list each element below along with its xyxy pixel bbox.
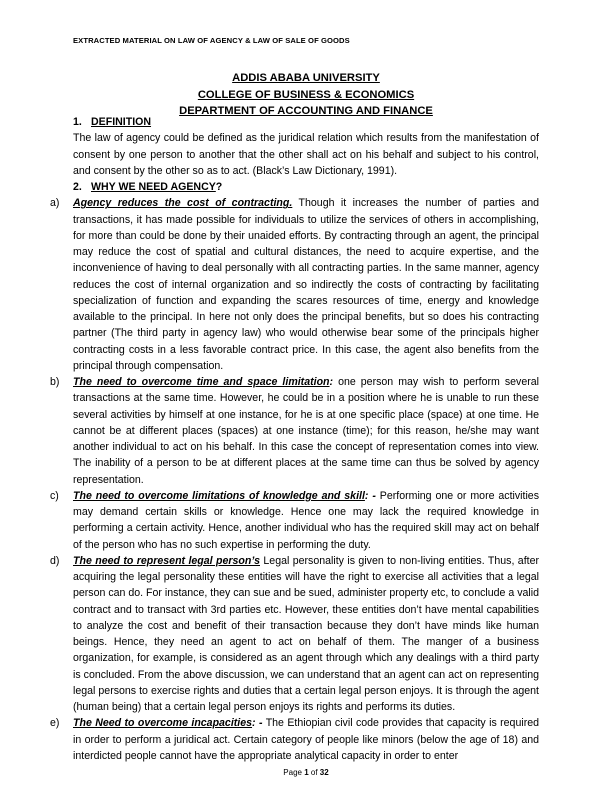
item-text: one person may wish to perform several transactions at the same time. However, he could be in a position where he is unable to run these several activities by himself at one instance, for he is at one specific place (space) at one time. He cannot be at different places (spaces) at one instance (time); for this reason, he/she may want another individual to act on his behalf. In this case the concept of representation comes into view. The inability of a person to be at different places at the same time can thus be solved by agency representation. [73,376,539,486]
item-text: Legal personality is given to non-living entities. Thus, after acquiring the legal personality these entities will have the right to exercise all activities that a legal person can do. For instance, they can sue and be sued, administer property etc, to conclude a valid contract and to transact with 3rd parties etc. However, these entities don’t have mental capabilities to analyze the cost and benefit of their transaction because they don’t have minds like human beings. Hence, they need an agent to act on behalf of them. The manger of a business organization, for example, is considered as an agent through which any dealings with a third party is concluded. From the above discussion, we can understand that an agent can act on representing legal persons to exercise rights and duties that a certain legal person enjoys. It is through the agent (human being) that a certain legal person enjoys its rights and performs its duties. [73,554,539,713]
of-label: of [310,768,318,777]
section-heading-definition [73,114,539,130]
college-title: COLLEGE OF BUSINESS & ECONOMICS [197,88,415,101]
page-label: Page [283,768,302,777]
page-footer [0,768,612,777]
list-marker: e) [50,717,60,730]
list-marker: b) [50,376,60,388]
section-number: 2. [73,181,82,193]
section-heading-suffix: ? [215,181,223,193]
item-lead: The need to overcome time and space limitation [73,376,330,388]
section-heading-text: DEFINITION [91,116,152,128]
item-text: Though it increases the number of parties and transactions, it has made possible for individuals to utilize the services of others in accomplishing, for more than could be done by their unaided efforts. By contracting through an agent, the principal may reduce the cost of spatial and cultural distances, the need to acquire expertise, and the inconvenience of having to deal personally with all contracting parties. In the same manner, agency reduces the cost of internal organization and so indirectly the costs of contracting by facilitating specialization of function and expanding the scares resources of time, energy and knowledge available to the principal. In here not only does the principal benefits, but so does his contracting partner (The third party in agency law) who would otherwise bear some of the principals higher contracting costs in a less favorable contract price. In this case, the agent also benefits from the principal through compensation. [73,197,540,372]
list-item-b [50,374,539,488]
item-lead: The Need to overcome incapacities [73,717,253,730]
page-total: 32 [319,768,329,777]
item-lead: Agency reduces the cost of contracting. [73,197,293,210]
item-lead: The need to represent legal person’s [73,554,260,567]
document-title-block [0,70,612,120]
list-item-d [50,553,539,716]
item-lead: The need to overcome limitations of knowledge and skill [73,489,365,502]
list-marker: d) [50,554,60,567]
section-number: 1. [73,116,82,128]
running-header: EXTRACTED MATERIAL ON LAW OF AGENCY & LAW OF SALE OF GOODS [73,36,350,45]
department-title: DEPARTMENT OF ACCOUNTING AND FINANCE [179,105,433,117]
item-text: Performing one or more activities may demand certain skills or knowledge. Hence one may lack the required knowledge in performing a certain activity. Hence, another individual who has the required skill may act on behalf of the person who has no such expertise in performing the duty. [73,489,539,551]
item-separator: : - [364,489,376,502]
list-item-e [50,715,540,764]
section-heading-why-agency [73,179,539,195]
item-separator: : - [252,717,263,730]
item-text: The Ethiopian civil code provides that capacity is required in order to perform a juridical act. Certain category of people like minors (below the age of 18) and interdicted people cannot have the appropriate analytical capacity in order to enter [73,717,540,762]
list-item-c [50,488,539,553]
item-separator: : [329,376,334,388]
list-marker: c) [50,489,59,502]
list-marker: a) [50,197,60,210]
document-body [50,114,540,764]
page-number: 1 [304,768,309,777]
definition-paragraph: The law of agency could be defined as the juridical relation which results from the manifestation of consent by one person to another that the other shall act on his behalf and subject to his control, and consent by the other so as to act. (Black’s Law Dictionary, 1991). [73,132,539,177]
list-item-a [50,195,540,374]
university-title: ADDIS ABABA UNIVERSITY [232,72,380,84]
section-heading-text: WHY WE NEED AGENCY [91,181,216,193]
